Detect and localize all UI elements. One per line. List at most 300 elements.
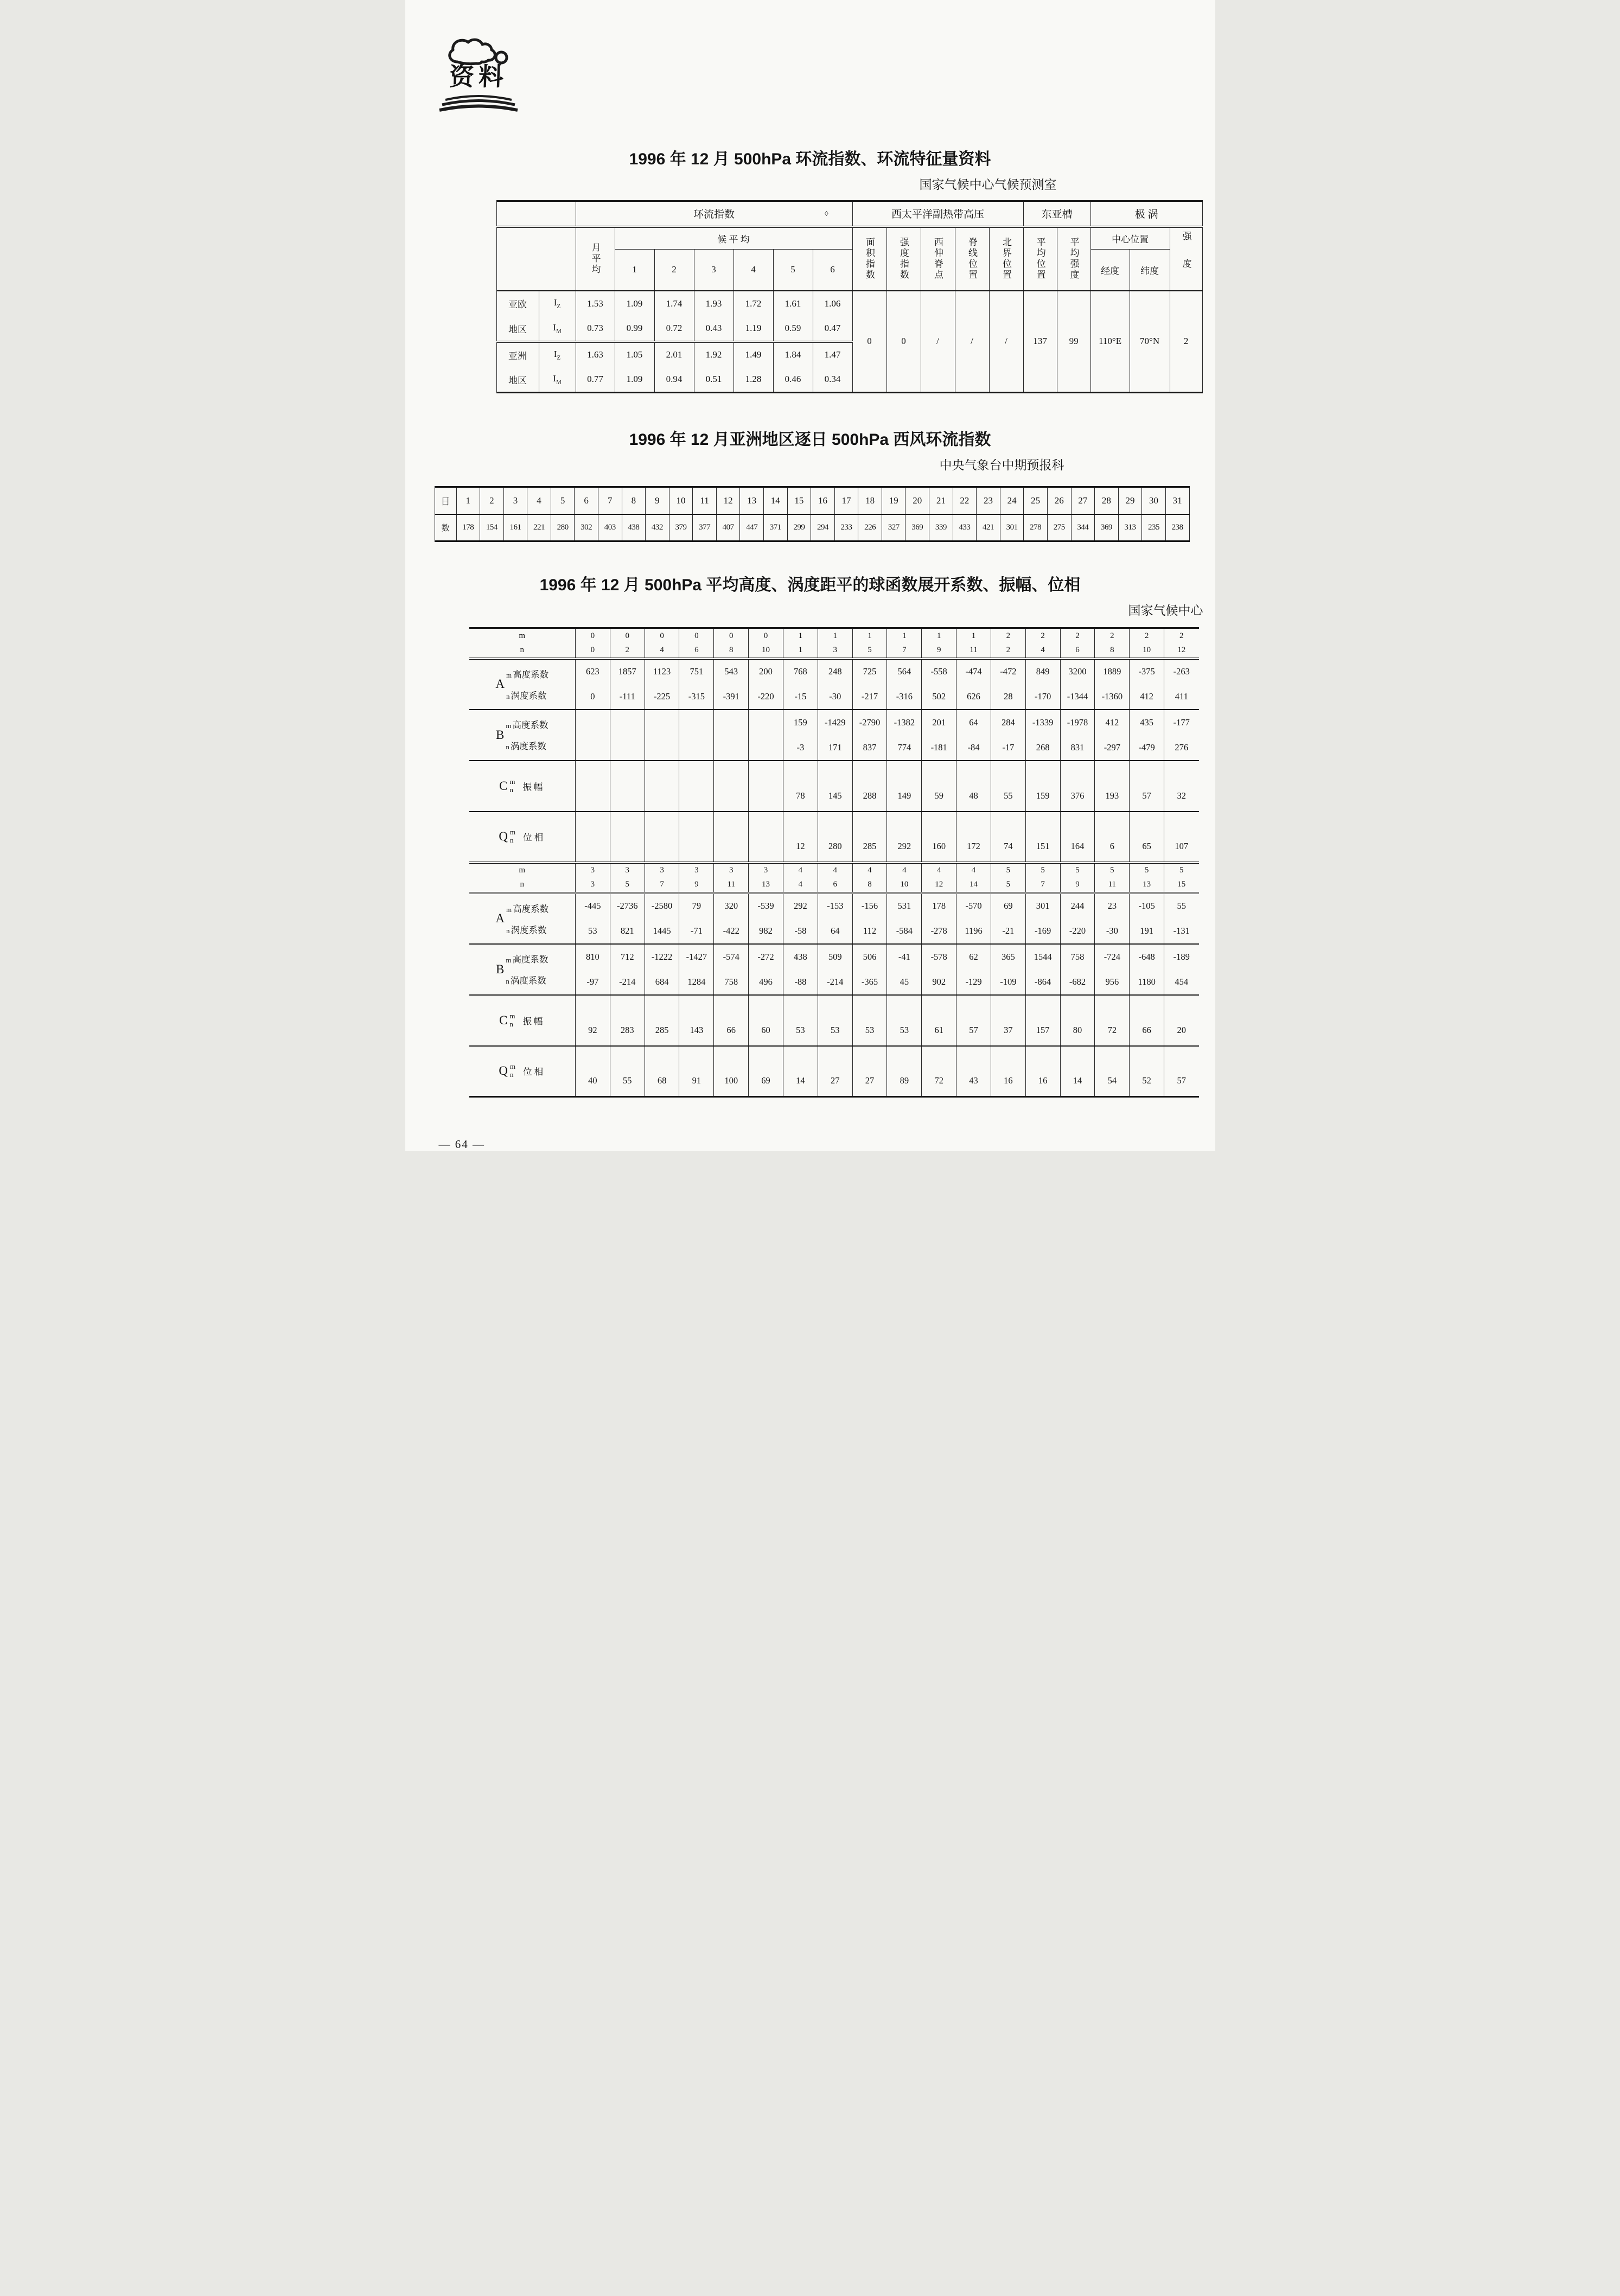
a-vorticity-coef-cell: 821 [610, 919, 645, 944]
coef-b-label [469, 952, 576, 986]
pentad-value: 0.34 [813, 367, 852, 393]
header-west-ridge-point [921, 227, 955, 291]
header-corner [496, 201, 576, 227]
b-height-coef-cell: 159 [783, 710, 818, 735]
a-vorticity-coef-cell: 982 [749, 919, 783, 944]
section1-subtitle: 国家气候中心气候预测室 [919, 178, 1057, 192]
n-value-cell: 8 [852, 878, 887, 893]
m-value-cell: 3 [576, 863, 610, 878]
day-header-cell: 21 [929, 487, 953, 514]
phase-value-cell: 72 [922, 1046, 956, 1097]
phase-value-cell [749, 812, 783, 863]
phase-text: 位相 [523, 1067, 546, 1077]
sub-n: n [510, 836, 514, 844]
b-vorticity-coef-cell: 902 [922, 970, 956, 995]
logo-book-icon [438, 90, 519, 113]
a-height-coef-cell: 725 [852, 659, 887, 684]
b-height-coef-cell: -2790 [852, 710, 887, 735]
n-value-cell: 4 [645, 643, 679, 659]
n-value-cell: 3 [576, 878, 610, 893]
n-value-cell: 7 [887, 643, 922, 659]
mn-stack-icon [509, 1012, 515, 1029]
intensity-index-label: 强度指数 [898, 237, 909, 280]
n-value-cell: 2 [991, 643, 1025, 659]
m-value-cell: 5 [1060, 863, 1095, 878]
n-value-cell: 11 [956, 643, 991, 659]
a-vorticity-coef-cell: 626 [956, 684, 991, 710]
sup-m: m [510, 828, 516, 837]
a-vorticity-coef-cell: -30 [818, 684, 852, 710]
a-vorticity-coef-cell: -584 [887, 919, 922, 944]
index-label [539, 367, 576, 393]
pentad-value: 1.93 [694, 291, 734, 316]
n-value-cell: 2 [610, 643, 645, 659]
amplitude-value-cell: 53 [852, 995, 887, 1046]
a-vorticity-coef-cell: 502 [922, 684, 956, 710]
phase-value-cell: 16 [991, 1046, 1025, 1097]
b-height-coef-cell: 435 [1130, 710, 1164, 735]
a-height-coef-cell: 55 [1164, 893, 1199, 919]
phase-value-cell [576, 812, 610, 863]
n-value-cell: 9 [679, 878, 714, 893]
amplitude-value-cell: 57 [1130, 761, 1164, 812]
a-height-coef-cell: -570 [956, 893, 991, 919]
mn-stack-icon [510, 1063, 515, 1079]
pentad-value: 1.47 [813, 342, 852, 367]
a-height-coef-cell: -375 [1130, 659, 1164, 684]
phase-value-cell [645, 812, 679, 863]
index-base: I [553, 348, 557, 359]
pentad-value: 1.06 [813, 291, 852, 316]
m-value-cell: 4 [783, 863, 818, 878]
b-height-coef-cell: 758 [1060, 944, 1095, 970]
vortex-strength-label: 强度 [1181, 231, 1191, 286]
day-value-cell: 447 [740, 514, 764, 541]
amplitude-value-cell [679, 761, 714, 812]
pentad-col-2: 2 [654, 250, 694, 291]
b-height-coef-cell [576, 710, 610, 735]
pentad-col-6: 6 [813, 250, 852, 291]
phase-value-cell: 69 [749, 1046, 783, 1097]
phase-value-cell: 6 [1095, 812, 1130, 863]
a-height-coef-cell: -2580 [645, 893, 679, 919]
index-base: I [553, 322, 556, 333]
coef-a-label [469, 667, 576, 701]
amplitude-value-cell: 78 [783, 761, 818, 812]
index-subscript: Z [557, 354, 561, 361]
day-header-cell: 27 [1071, 487, 1095, 514]
b-vorticity-coef-cell: 454 [1164, 970, 1199, 995]
day-value-row [435, 514, 1189, 541]
merged-value-cell: / [921, 291, 955, 393]
phase-value-cell: 27 [818, 1046, 852, 1097]
merged-value-cell: 0 [852, 291, 886, 393]
day-header-cell: 26 [1047, 487, 1071, 514]
pentad-value: 1.19 [734, 316, 773, 342]
a-vorticity-coef-cell: 191 [1130, 919, 1164, 944]
a-vorticity-coef-cell: -1360 [1095, 684, 1130, 710]
day-value-cell: 154 [480, 514, 504, 541]
b-height-coef-cell: -189 [1164, 944, 1199, 970]
header-vortex-strength [1170, 227, 1202, 291]
phase-value-cell: 280 [818, 812, 852, 863]
amplitude-value-cell: 61 [922, 995, 956, 1046]
day-value-cell: 299 [787, 514, 811, 541]
amplitude-value-cell: 143 [679, 995, 714, 1046]
day-value-cell: 301 [1000, 514, 1024, 541]
b-height-coef-cell: 284 [991, 710, 1025, 735]
coef-letter: C [499, 1013, 508, 1027]
merged-value-cell: 0 [886, 291, 921, 393]
header-ridge-line-position [955, 227, 989, 291]
header-subtropical-high: 西太平洋副热带高压 [852, 201, 1023, 227]
a-height-coef-cell: 768 [783, 659, 818, 684]
day-value-cell: 221 [527, 514, 551, 541]
n-row-label: n [469, 643, 576, 659]
pentad-value: 1.84 [773, 342, 813, 367]
n-value-cell: 11 [1095, 878, 1130, 893]
a-height-coef-cell: 248 [818, 659, 852, 684]
a-vorticity-coef-cell: -71 [679, 919, 714, 944]
amplitude-value-cell: 159 [1025, 761, 1060, 812]
amplitude-value-cell [645, 761, 679, 812]
a-vorticity-coef-cell: 412 [1130, 684, 1164, 710]
header-intensity-index [886, 227, 921, 291]
amplitude-value-cell: 32 [1164, 761, 1199, 812]
pentad-col-1: 1 [615, 250, 654, 291]
a-vorticity-coef-cell: -217 [852, 684, 887, 710]
a-vorticity-coef-cell: -220 [1060, 919, 1095, 944]
b-vorticity-coef-cell: -297 [1095, 735, 1130, 761]
m-value-cell: 4 [852, 863, 887, 878]
vorticity-coef-row-label [506, 973, 548, 986]
b-height-coef-cell [714, 710, 749, 735]
b-height-coef-cell [679, 710, 714, 735]
n-value-cell: 10 [749, 643, 783, 659]
b-vorticity-coef-cell [576, 735, 610, 761]
a-vorticity-coef-cell: 112 [852, 919, 887, 944]
b-vorticity-coef-cell [645, 735, 679, 761]
day-value-cell: 407 [716, 514, 740, 541]
height-coef-row-label [506, 902, 548, 915]
day-header-cell: 16 [811, 487, 835, 514]
m-value-cell: 2 [1164, 628, 1199, 643]
page-container [405, 0, 1215, 1151]
sup-m: m [510, 1062, 516, 1071]
n-value-cell: 9 [1060, 878, 1095, 893]
section2-title: 1996 年 12 月亚洲地区逐日 500hPa 西风环流指数 [629, 431, 991, 449]
sup-m: m [506, 671, 512, 679]
n-value-cell: 3 [818, 643, 852, 659]
pentad-col-4: 4 [734, 250, 773, 291]
monthly-value: 1.63 [576, 342, 615, 367]
b-height-coef-cell: -41 [887, 944, 922, 970]
amplitude-value-cell [749, 761, 783, 812]
amplitude-value-cell: 66 [714, 995, 749, 1046]
b-height-coef-cell: 712 [610, 944, 645, 970]
vorticity-coef-row-label [506, 688, 548, 701]
b-vorticity-coef-cell: 1284 [679, 970, 714, 995]
area-index-label: 面积指数 [864, 237, 875, 280]
amplitude-value-cell: 59 [922, 761, 956, 812]
coef-a-label [469, 902, 576, 936]
pentad-value: 1.05 [615, 342, 654, 367]
b-vorticity-coef-cell: 171 [818, 735, 852, 761]
sup-m: m [506, 722, 512, 730]
day-value-cell: 403 [598, 514, 622, 541]
phase-label [469, 828, 576, 845]
b-height-coef-cell: -1429 [818, 710, 852, 735]
a-height-coef-cell: -472 [991, 659, 1025, 684]
amplitude-value-cell: 48 [956, 761, 991, 812]
section3-title: 1996 年 12 月 500hPa 平均高度、涡度距平的球函数展开系数、振幅、位相 [539, 576, 1081, 594]
b-height-coef-cell: 509 [818, 944, 852, 970]
a-height-coef-cell: 1889 [1095, 659, 1130, 684]
coef-letter: B [496, 728, 505, 742]
phase-value-cell: 164 [1060, 812, 1095, 863]
amplitude-text: 振幅 [522, 781, 545, 792]
b-vorticity-coef-cell: -109 [991, 970, 1025, 995]
b-height-coef-cell: -272 [749, 944, 783, 970]
day-header-cell: 3 [503, 487, 527, 514]
n-value-cell: 6 [818, 878, 852, 893]
index-label [539, 342, 576, 367]
b-height-coef-cell: -578 [922, 944, 956, 970]
amplitude-value-cell: 376 [1060, 761, 1095, 812]
m-value-cell: 5 [1025, 863, 1060, 878]
pentad-value: 1.72 [734, 291, 773, 316]
b-height-coef-cell: -1427 [679, 944, 714, 970]
phase-value-cell: 14 [1060, 1046, 1095, 1097]
a-height-coef-cell: 23 [1095, 893, 1130, 919]
phase-label [469, 1063, 576, 1079]
day-row-label: 日 [435, 487, 456, 514]
phase-value-cell: 151 [1025, 812, 1060, 863]
phase-value-cell [610, 812, 645, 863]
day-header-cell: 29 [1118, 487, 1142, 514]
a-height-coef-cell: 79 [679, 893, 714, 919]
sub-n: n [509, 785, 513, 794]
a-vorticity-coef-cell: -30 [1095, 919, 1130, 944]
a-height-coef-cell: 564 [887, 659, 922, 684]
header-north-boundary-position [989, 227, 1023, 291]
day-header-cell: 7 [598, 487, 622, 514]
merged-value-cell: / [989, 291, 1023, 393]
n-value-cell: 4 [783, 878, 818, 893]
phase-value-cell: 12 [783, 812, 818, 863]
day-value-cell: 369 [1095, 514, 1119, 541]
region-label: 地区 [496, 316, 539, 342]
m-value-cell: 4 [922, 863, 956, 878]
header-circulation-index [576, 201, 852, 227]
phase-value-cell: 27 [852, 1046, 887, 1097]
b-vorticity-coef-cell: 268 [1025, 735, 1060, 761]
day-header-cell: 13 [740, 487, 764, 514]
b-vorticity-coef-cell: 774 [887, 735, 922, 761]
b-vorticity-coef-cell [679, 735, 714, 761]
m-value-cell: 0 [749, 628, 783, 643]
n-value-cell: 10 [1130, 643, 1164, 659]
header-corner-lower [496, 227, 576, 291]
amplitude-value-cell: 37 [991, 995, 1025, 1046]
amplitude-value-cell [576, 761, 610, 812]
a-vorticity-coef-cell: -220 [749, 684, 783, 710]
a-vorticity-coef-cell: 28 [991, 684, 1025, 710]
pentad-value: 1.61 [773, 291, 813, 316]
n-value-cell: 14 [956, 878, 991, 893]
a-vorticity-coef-cell: -58 [783, 919, 818, 944]
amplitude-value-cell: 66 [1130, 995, 1164, 1046]
b-vorticity-coef-cell: -3 [783, 735, 818, 761]
pentad-value: 0.51 [694, 367, 734, 393]
n-value-cell: 5 [610, 878, 645, 893]
index-label [539, 316, 576, 342]
merged-value-cell: 137 [1023, 291, 1057, 393]
day-header-cell: 22 [953, 487, 977, 514]
a-height-coef-cell: 531 [887, 893, 922, 919]
day-value-cell: 235 [1142, 514, 1166, 541]
day-value-cell: 238 [1165, 514, 1189, 541]
a-vorticity-coef-cell: -316 [887, 684, 922, 710]
amplitude-value-cell: 149 [887, 761, 922, 812]
n-row-label: n [469, 878, 576, 893]
phase-value-cell: 65 [1130, 812, 1164, 863]
coef-b-label-cell [469, 710, 576, 761]
coef-a-label-cell [469, 893, 576, 944]
day-header-cell: 18 [858, 487, 882, 514]
a-height-coef-cell: 543 [714, 659, 749, 684]
n-value-cell: 5 [852, 643, 887, 659]
daily-index-table [435, 486, 1190, 542]
b-vorticity-coef-cell: 684 [645, 970, 679, 995]
a-height-coef-cell: 320 [714, 893, 749, 919]
m-value-cell: 0 [576, 628, 610, 643]
day-header-cell: 28 [1095, 487, 1119, 514]
b-height-coef-cell: 412 [1095, 710, 1130, 735]
a-vorticity-coef-cell: -1344 [1060, 684, 1095, 710]
b-vorticity-coef-cell: 1180 [1130, 970, 1164, 995]
b-height-coef-cell [645, 710, 679, 735]
amplitude-value-cell: 60 [749, 995, 783, 1046]
phase-text: 位相 [523, 832, 546, 843]
day-value-cell: 294 [811, 514, 835, 541]
phase-value-cell: 100 [714, 1046, 749, 1097]
day-value-cell: 421 [977, 514, 1000, 541]
a-height-coef-cell: 1123 [645, 659, 679, 684]
b-vorticity-coef-cell: 758 [714, 970, 749, 995]
a-vorticity-coef-cell: -391 [714, 684, 749, 710]
b-height-coef-cell [749, 710, 783, 735]
day-value-cell: 377 [693, 514, 717, 541]
index-base: I [553, 373, 556, 384]
header-monthly-mean [576, 227, 615, 291]
a-height-coef-cell: -474 [956, 659, 991, 684]
b-height-coef-cell: -648 [1130, 944, 1164, 970]
day-header-cell: 10 [669, 487, 693, 514]
height-coef-row-label [506, 667, 548, 680]
header-east-asia-trough: 东亚槽 [1023, 201, 1090, 227]
m-value-cell: 5 [1130, 863, 1164, 878]
a-height-coef-cell: 301 [1025, 893, 1060, 919]
phase-value-cell: 91 [679, 1046, 714, 1097]
b-height-coef-cell: 365 [991, 944, 1025, 970]
day-header-cell: 8 [622, 487, 646, 514]
harmonics-table [469, 627, 1199, 1098]
b-vorticity-coef-cell: 496 [749, 970, 783, 995]
b-vorticity-coef-cell: -479 [1130, 735, 1164, 761]
a-height-coef-cell: -105 [1130, 893, 1164, 919]
a-vorticity-coef-cell: -111 [610, 684, 645, 710]
coef-b-label-cell [469, 944, 576, 995]
day-header-cell: 4 [527, 487, 551, 514]
sup-m: m [509, 1011, 515, 1020]
header-mean-intensity [1057, 227, 1090, 291]
mn-stack-icon [509, 778, 515, 794]
day-value-cell: 280 [551, 514, 575, 541]
a-vorticity-coef-cell: 64 [818, 919, 852, 944]
day-header-cell: 24 [1000, 487, 1024, 514]
merged-value-cell: / [955, 291, 989, 393]
day-value-cell: 432 [646, 514, 669, 541]
logo-text: 资料 [448, 63, 508, 91]
day-header-cell: 31 [1165, 487, 1189, 514]
pentad-value: 2.01 [654, 342, 694, 367]
amplitude-text: 振幅 [522, 1016, 545, 1026]
a-vorticity-coef-cell: -422 [714, 919, 749, 944]
m-value-cell: 1 [887, 628, 922, 643]
phase-value-cell: 107 [1164, 812, 1199, 863]
a-height-coef-cell: 1857 [610, 659, 645, 684]
amplitude-label-cell [469, 761, 576, 812]
coef-letter: Q [499, 1064, 508, 1078]
n-value-cell: 12 [922, 878, 956, 893]
day-header-cell: 20 [905, 487, 929, 514]
phase-value-cell [714, 812, 749, 863]
coef-letter: Q [499, 830, 508, 843]
circulation-index-table [496, 200, 1203, 393]
n-value-cell: 15 [1164, 878, 1199, 893]
n-value-cell: 7 [1025, 878, 1060, 893]
b-vorticity-coef-cell: 837 [852, 735, 887, 761]
day-value-cell: 438 [622, 514, 646, 541]
amplitude-value-cell: 283 [610, 995, 645, 1046]
b-height-coef-cell: -1339 [1025, 710, 1060, 735]
pentad-value: 0.72 [654, 316, 694, 342]
day-header-cell: 9 [646, 487, 669, 514]
index-subscript: M [556, 328, 562, 335]
phase-value-cell: 292 [887, 812, 922, 863]
m-value-cell: 3 [749, 863, 783, 878]
west-ridge-point-label: 西伸脊点 [933, 237, 943, 280]
phase-value-cell: 172 [956, 812, 991, 863]
amplitude-value-cell [714, 761, 749, 812]
merged-value-cell: 2 [1170, 291, 1202, 393]
a-height-coef-cell: -558 [922, 659, 956, 684]
phase-value-cell: 57 [1164, 1046, 1199, 1097]
amplitude-value-cell: 157 [1025, 995, 1060, 1046]
height-coef-row-label [506, 952, 548, 965]
region-label: 亚洲 [496, 342, 539, 367]
m-value-cell: 2 [1025, 628, 1060, 643]
ridge-line-position-label: 脊线位置 [967, 237, 978, 280]
pentad-value: 0.47 [813, 316, 852, 342]
n-value-cell: 4 [1025, 643, 1060, 659]
day-value-cell: 233 [834, 514, 858, 541]
a-vorticity-coef-cell: -21 [991, 919, 1025, 944]
phase-value-cell: 54 [1095, 1046, 1130, 1097]
day-value-cell: 278 [1024, 514, 1048, 541]
m-value-cell: 2 [1130, 628, 1164, 643]
